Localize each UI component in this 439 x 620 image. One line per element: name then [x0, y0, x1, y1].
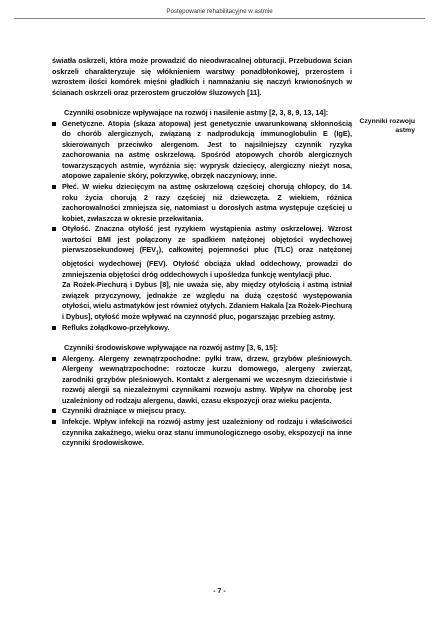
bullet-icon — [52, 326, 56, 330]
section2-heading: Czynniki środowiskowe wpływające na rozwój astmy [3, 6, 15]: — [64, 343, 278, 353]
list-item-text: Genetyczne. Atopia (skaza atopowa) jest genetycznie uwarunkowaną skłonnością do chorób alergicznych, związaną z nadprodukcją immunoglobulin E (IgE), skierowanych przeciwko alergenom. Jest to najsilniejszy czynnik ryzyka zachorowania na astmę oskrzelową. Spośród atopowych chorób alergicznych towarzyszących astmie, wyróżnia się: wyprysk dziecięcy, alergiczny nieżyt nosa, atopowe zapalenie skóry, pokrzywkę, obrzęk naczyniowy, inne. — [62, 118, 352, 181]
bullet-icon — [52, 409, 56, 413]
list-item — [52, 323, 352, 334]
page-number: - 7 - — [213, 588, 226, 595]
list-item-text-continued: ), całkowitej pojemności płuc (TLC) oraz natężonej objętości wydechowej (FEV). Otyłość obciąża układ oddechowy, prowadzi do zmniejszenia objętości dróg oddechowych i upośledza funkcję wentylacji płuc. — [62, 245, 352, 279]
intro-paragraph: światła oskrzeli, która może prowadzić do nieodwracalnej obturacji. Przebudowa ścian oskrzeli charakteryzuje się włóknieniem warstwy ponadbłonkowej, przerostem i wzrostem ilości komórek mięśni gładkich i namnażaniu się naczyń krwionośnych w ścianach oskrzeli oraz przerostem gruczołów śluzowych [11]. — [52, 56, 352, 97]
list-item — [52, 354, 352, 407]
list-item — [52, 182, 352, 224]
list-item-text: Czynniki drażniące w miejscu pracy. — [62, 406, 186, 416]
list-item-subparagraph: Za Rożek-Piechurą i Dybus [8], nie uważa się, aby między otyłością i astmą istniał związek przyczynowy, jednakże ze względu na dużą częstość występowania otyłości, wielu astmatyków jest również otyłych. Zdaniem Hakala [za Rożek-Piechurą i Dybus], otyłość może wpływać na czynność płuc, pogarszając przebieg astmy. — [62, 280, 352, 322]
list-item-text: Otyłość. Znaczna otyłość jest ryzykiem wystąpienia astmy oskrzelowej. Wzrost wartości BMI jest połączony ze spadkiem natężonej objętości wydechowej pierwszosekundowej (FEV — [62, 224, 352, 255]
fev-subscript: 1 — [156, 250, 159, 257]
list-item-text: Refluks żołądkowo-przełykowy. — [62, 322, 170, 332]
list-item — [52, 417, 352, 449]
running-header: Postępowanie rehabilitacyjne w astmie — [14, 8, 425, 19]
body-text — [52, 56, 352, 449]
bullet-icon — [52, 357, 56, 361]
list-item — [52, 119, 352, 182]
margin-note: Czynniki rozwoju astmy — [359, 118, 415, 134]
bullet-icon — [52, 420, 56, 424]
list-item — [52, 406, 352, 417]
bullet-icon — [52, 185, 56, 189]
list-item-text: Infekcje. Wpływ infekcji na rozwój astmy jest uzależniony od rodzaju i właściwości czynnika zakaźnego, wieku oraz stanu immunologicznego osoby, ekspozycji na inne czynniki środowiskowe. — [62, 416, 352, 448]
bullet-icon — [52, 227, 56, 231]
section1-heading: Czynniki osobnicze wpływające na rozwój i nasilenie astmy [2, 3, 8, 9, 13, 14]: — [64, 108, 329, 118]
list-item-text: Płeć. W wieku dziecięcym na astmę oskrzelową częściej chorują chłopcy, do 14. roku życia chorują 2 razy częściej niż dziewczęta. Z wiekiem, różnica zachorowalności zmniejsza się, natomiast u dorosłych astma występuje częściej u kobiet, zwłaszcza w okresie przekwitania. — [62, 182, 352, 223]
bullet-icon — [52, 122, 56, 126]
list-item-text: Alergeny. Alergeny zewnątrzpochodne: pyłki traw, drzew, grzybów pleśniowych. Alergeny wewnątrzpochodne: roztocze kurzu domowego, alergeny zwierząt, zarodniki grzybów pleśniowych. Kontakt z alergenami we wczesnym dzieciństwie i rozwój alergii są niezależnymi czynnikami rozwoju astmy. Wpływ na chorobę jest uzależniony od rodzaju alergenu, dawki, czasu ekspozycji oraz wieku pacjenta. — [62, 353, 352, 405]
list-item — [52, 224, 352, 280]
